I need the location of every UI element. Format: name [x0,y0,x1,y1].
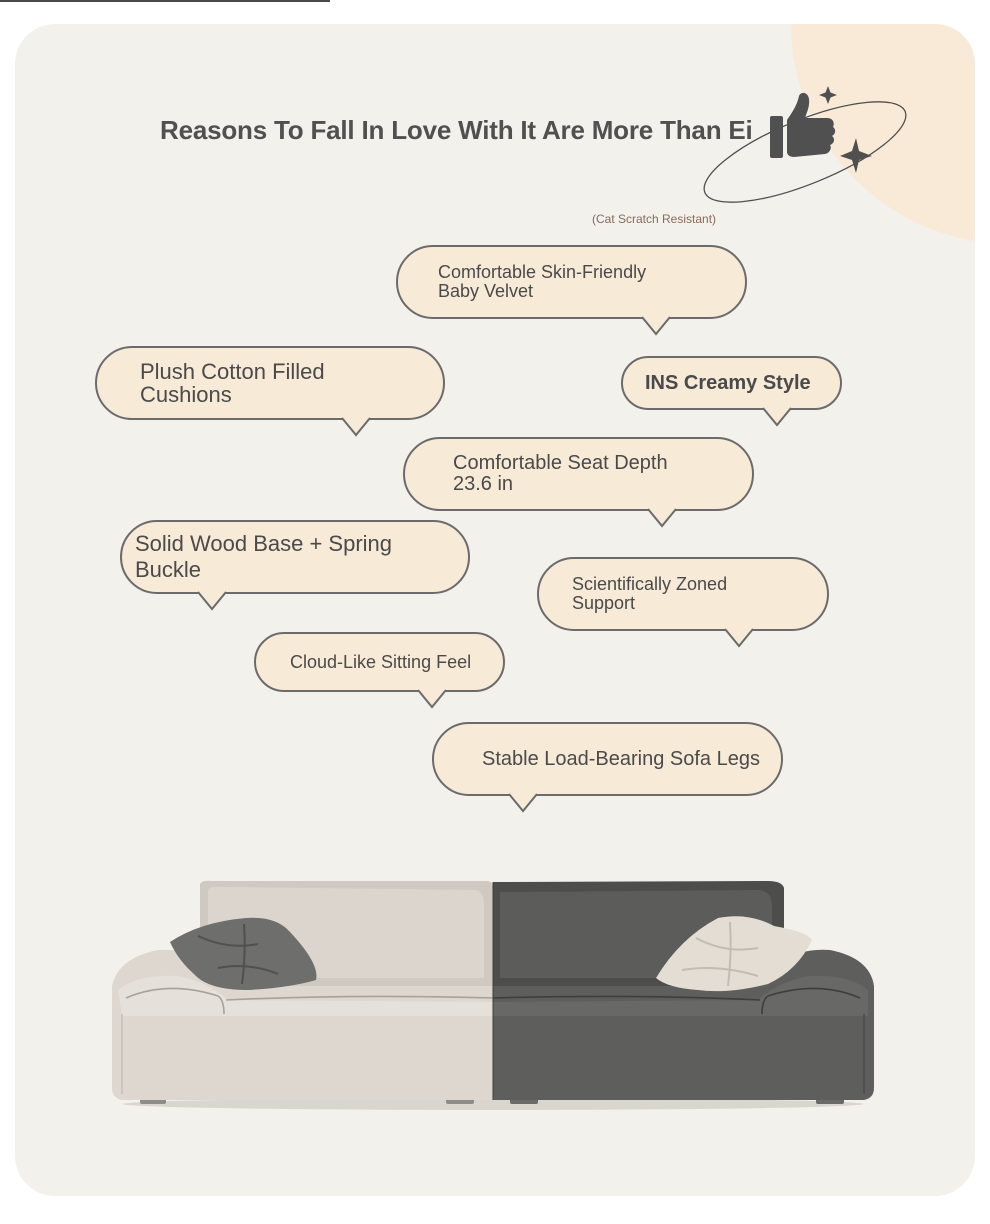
bubble-tail [342,418,370,437]
feature-label: Plush Cotton Filled Cushions [140,358,325,407]
sofa-image [108,878,878,1114]
sparkle-icon [819,86,837,104]
feature-label: Scientifically Zoned Support [572,574,728,613]
feature-label: Comfortable Skin-Friendly Baby Velvet [438,262,647,301]
feature-bubble-ins-creamy [621,356,842,410]
bubble-tail [418,690,446,709]
feature-bubble-zoned-support [537,557,829,631]
thumbs-up-icon [690,80,920,210]
feature-label: Comfortable Seat Depth 23.6 in [453,452,668,495]
bubble-tail [648,509,676,528]
feature-label: INS Creamy Style [645,371,811,394]
feature-label: Cloud-Like Sitting Feel [290,651,472,672]
feature-bubble-skin-friendly [396,245,747,319]
subnote: (Cat Scratch Resistant) [592,212,717,226]
bubble-tail [198,592,226,611]
feature-bubble-plush-cotton [95,346,445,420]
feature-bubble-cloud-like [254,632,505,692]
bubble-tail [509,794,537,813]
feature-bubble-seat-depth [403,437,754,511]
bubble-tail [642,317,670,336]
bubble-tail [763,408,791,427]
top-divider [0,0,330,2]
page-title: Reasons To Fall In Love With It Are More Than Ei [160,115,753,145]
feature-label: Solid Wood Base + Spring Buckle [135,530,393,582]
feature-bubble-sofa-legs [432,722,783,796]
feature-bubble-solid-wood [120,520,470,594]
feature-label: Stable Load-Bearing Sofa Legs [482,747,760,770]
bubble-tail [725,629,753,648]
sparkle-icon [840,138,872,173]
